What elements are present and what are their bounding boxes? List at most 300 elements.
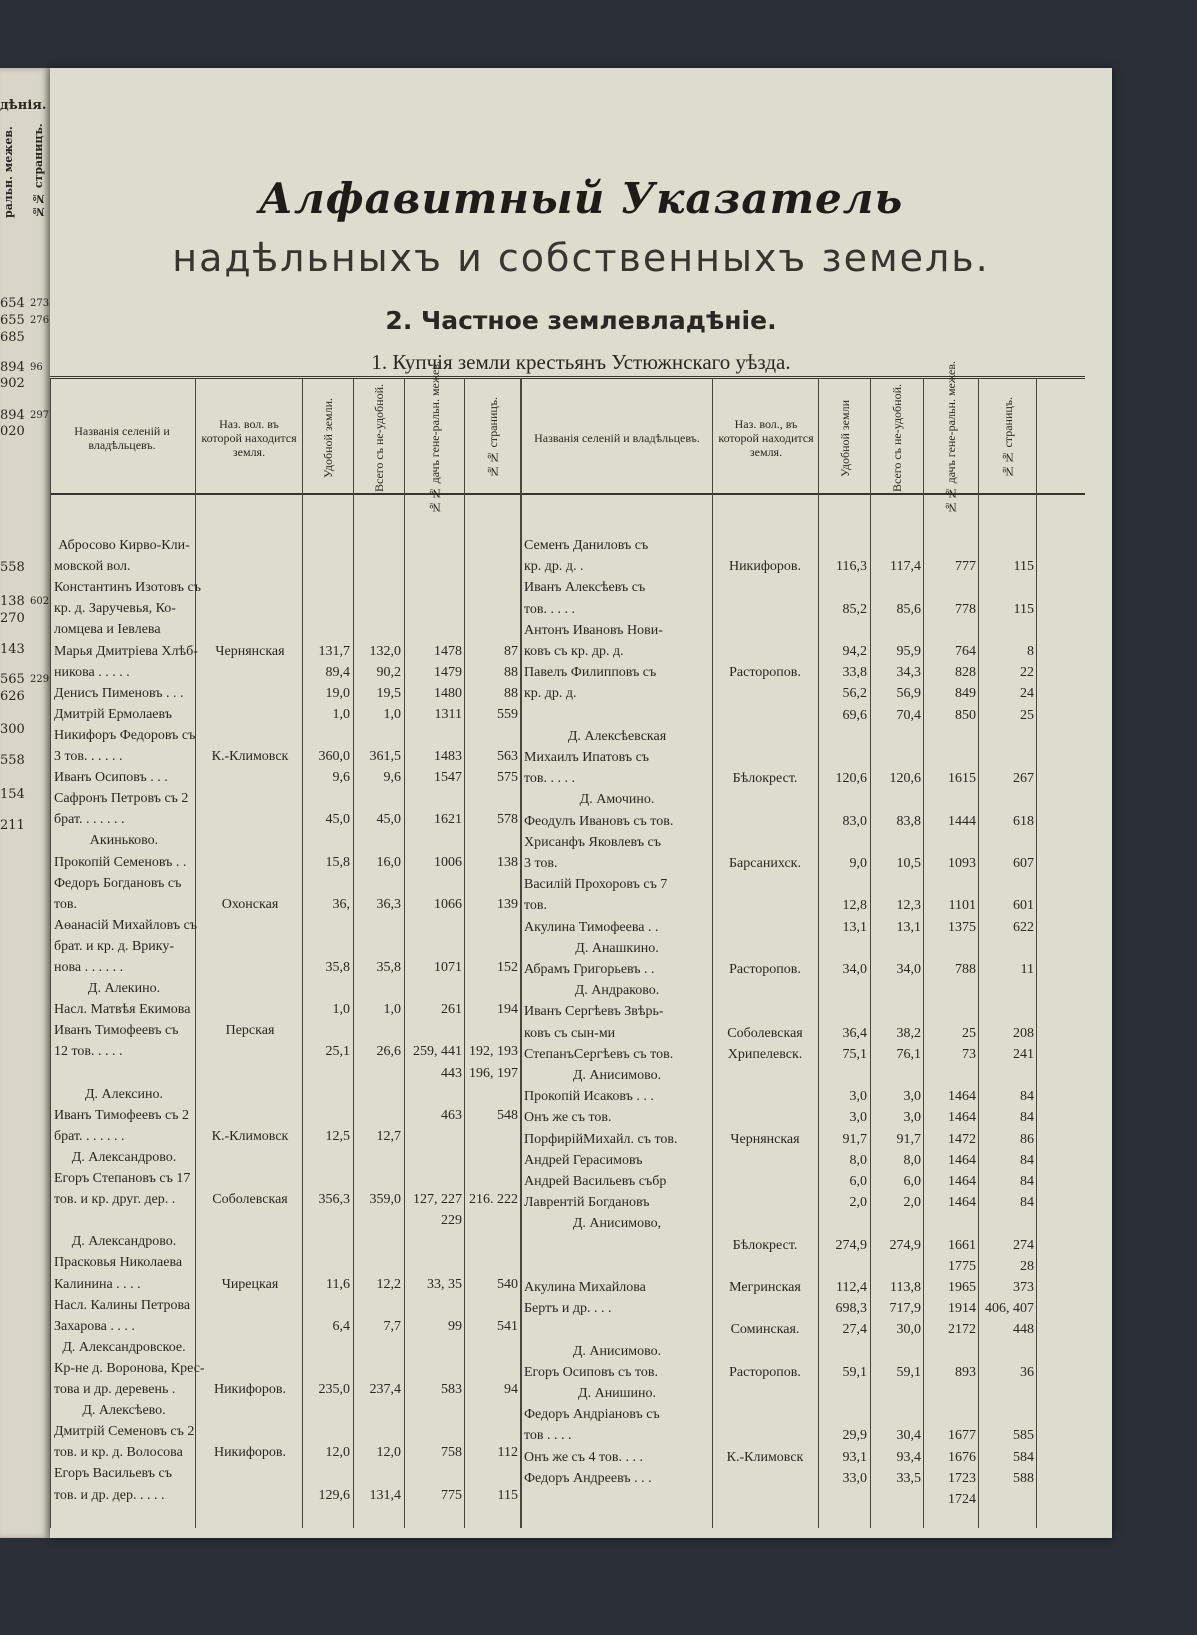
table-cell-vol: Никифоров.: [728, 559, 802, 575]
table-cell-d: 1677: [948, 1428, 976, 1444]
table-cell-s: 24: [1020, 686, 1034, 702]
table-cell-d: 1723: [948, 1470, 976, 1486]
table-cell-v: 2,0: [903, 1195, 921, 1211]
table-cell-vol: Хрипелевск.: [727, 1046, 803, 1062]
table-cell-name: Егоръ Васильевъ съ: [54, 1466, 172, 1482]
table-cell-d: 778: [955, 601, 976, 617]
table-cell-u: 85,2: [842, 601, 867, 617]
table-cell-name: кр. др. д.: [524, 686, 577, 702]
table-cell-name: Павелъ Филипповъ съ: [524, 665, 657, 681]
table-cell-name: Иванъ Тимофеевъ съ: [54, 1023, 179, 1039]
table-cell-u: 15,8: [325, 854, 350, 870]
table-cell-vol: Охонская: [221, 896, 279, 912]
table-cell-u: 2,0: [849, 1195, 867, 1211]
table-cell-name: Феодулъ Ивановъ съ тов.: [524, 813, 674, 829]
table-cell-v: 26,6: [376, 1044, 401, 1060]
table-cell-name: тов.: [524, 898, 548, 914]
col-divider: [818, 378, 819, 1528]
table-cell-s: 115: [1013, 559, 1034, 575]
table-top-rule: [50, 376, 1085, 379]
table-cell-vol: Чернянская: [730, 1131, 800, 1147]
table-cell-s: 607: [1013, 856, 1034, 871]
table-cell-v: 6,0: [903, 1174, 921, 1189]
table-cell-s: 373: [1013, 1280, 1034, 1295]
table-cell-name: Михаилъ Ипатовъ съ: [524, 750, 650, 765]
table-cell-name: Д. Александрово.: [71, 1149, 177, 1165]
table-cell-v: 3,0: [903, 1089, 921, 1105]
left-strip-number: 626: [0, 689, 25, 704]
table-cell-vol: Перская: [225, 1023, 275, 1039]
table-cell-s: 139: [497, 896, 518, 912]
table-cell-d: 2172: [948, 1322, 976, 1338]
page-subtitle: надѣльныхъ и собственныхъ земель.: [172, 236, 990, 280]
table-cell-u: 94,2: [842, 644, 867, 659]
table-cell-name: никова . . . . .: [54, 664, 130, 680]
header-dach-2: №№ дачъ гене-ральн. межев.: [944, 361, 958, 515]
table-cell-v: 120,6: [889, 771, 921, 787]
header-vsego: Всего съ не-удобной.: [372, 384, 386, 492]
table-cell-s: 196, 197: [469, 1065, 518, 1081]
table-cell-name: Кр-не д. Воронова, Крес-: [54, 1360, 205, 1376]
table-cell-v: 274,9: [889, 1237, 921, 1253]
col-divider: [923, 378, 924, 1528]
table-cell-s: 584: [1013, 1449, 1034, 1465]
table-cell-s: 585: [1013, 1428, 1034, 1444]
table-cell-s: 94: [504, 1382, 518, 1397]
table-cell-name: ковъ съ кр. др. д.: [524, 644, 624, 659]
table-cell-u: 698,3: [835, 1301, 867, 1317]
table-cell-name: СтепанъСергѣевъ съ тов.: [524, 1046, 674, 1062]
table-cell-name: Андрей Васильевъ събр: [524, 1174, 667, 1189]
document-page: [50, 68, 1112, 1538]
table-cell-d: 850: [955, 707, 976, 723]
table-cell-name: Прокопій Исаковъ . . .: [524, 1089, 654, 1105]
col-divider: [978, 378, 979, 1528]
table-cell-s: 87: [504, 643, 518, 659]
table-cell-s: 28: [1020, 1258, 1034, 1274]
table-cell-s: 25: [1020, 707, 1034, 723]
table-cell-d: 1071: [434, 960, 462, 975]
table-cell-name: Семенъ Даниловъ съ: [524, 538, 649, 553]
table-cell-d: 1914: [948, 1301, 976, 1317]
table-cell-u: 83,0: [842, 813, 867, 829]
table-cell-name: ковъ съ сын-ми: [524, 1025, 616, 1041]
table-cell-s: 88: [504, 685, 518, 701]
left-strip-number: 138: [0, 594, 25, 609]
table-cell-s: 86: [1020, 1131, 1034, 1147]
table-cell-vol: Чернянская: [215, 643, 285, 659]
table-cell-name: Д. Анисимово.: [572, 1068, 662, 1083]
table-cell-name: Абрамъ Григорьевъ . .: [524, 962, 655, 977]
table-cell-vol: Никифоров.: [213, 1445, 287, 1461]
table-cell-v: 34,3: [896, 665, 921, 681]
col-divider: [404, 378, 405, 1528]
table-cell-name: брат. . . . . . .: [54, 812, 125, 828]
table-cell-name: Андрей Герасимовъ: [524, 1152, 643, 1168]
table-cell-s: 84: [1020, 1195, 1034, 1211]
left-strip-page: 229: [30, 674, 50, 685]
table-cell-v: 90,2: [376, 664, 401, 680]
table-cell-s: 115: [497, 1487, 518, 1503]
table-cell-d: 33, 35: [427, 1276, 462, 1292]
table-cell-v: 113,8: [890, 1280, 921, 1295]
table-cell-name: Д. Александровское.: [62, 1339, 186, 1355]
table-cell-d: 99: [448, 1318, 462, 1334]
col-divider: [464, 378, 465, 1528]
table-cell-d: 788: [955, 962, 976, 977]
table-cell-v: 12,3: [896, 898, 921, 914]
table-cell-u: 6,4: [332, 1318, 350, 1334]
table-cell-name: Онъ же съ 4 тов. . . .: [524, 1449, 644, 1465]
table-cell-name: нова . . . . . .: [54, 960, 124, 975]
header-names: Названія селеній и владѣльцевъ.: [74, 424, 170, 452]
table-cell-v: 59,1: [896, 1364, 921, 1380]
left-strip-page: 96: [30, 362, 43, 373]
table-cell-name: Федоръ Андреевъ . . .: [524, 1470, 652, 1486]
table-cell-d: 229: [441, 1213, 462, 1229]
table-cell-name: Федоръ Андріановъ съ: [524, 1407, 660, 1423]
table-cell-v: 36,3: [376, 896, 401, 912]
table-cell-d: 25: [962, 1025, 976, 1041]
table-cell-v: 7,7: [383, 1318, 401, 1334]
table-cell-u: 12,0: [325, 1445, 350, 1461]
table-header-rule: [50, 493, 1085, 495]
table-cell-d: 777: [955, 559, 976, 575]
table-cell-v: 34,0: [896, 962, 921, 977]
table-cell-v: 91,7: [896, 1131, 921, 1147]
left-strip-number: 270: [0, 611, 25, 626]
table-cell-s: 152: [497, 960, 518, 975]
table-cell-d: 1480: [434, 685, 462, 701]
table-cell-name: Бертъ и др. . . .: [524, 1301, 612, 1317]
table-cell-name: Д. Алекино.: [87, 981, 161, 997]
table-cell-s: 84: [1020, 1089, 1034, 1105]
table-cell-s: 36: [1020, 1364, 1034, 1380]
table-cell-name: Д. Анисимово,: [572, 1216, 662, 1232]
table-cell-d: 1464: [948, 1174, 976, 1189]
col-divider: [1036, 378, 1037, 1528]
table-cell-u: 25,1: [325, 1044, 350, 1060]
table-cell-v: 10,5: [896, 856, 921, 871]
table-cell-vol: Соболевская: [212, 1192, 288, 1208]
table-cell-d: 1311: [434, 706, 462, 722]
table-cell-name: Иванъ Осиповъ . . .: [54, 770, 168, 786]
table-cell-u: 274,9: [835, 1237, 867, 1253]
table-cell-v: 117,4: [890, 559, 921, 575]
table-cell-d: 775: [441, 1487, 462, 1503]
table-cell-name: брат. и кр. д. Врику-: [54, 938, 175, 954]
table-cell-d: 1478: [434, 643, 462, 659]
table-cell-u: 93,1: [842, 1449, 867, 1465]
previous-page-edge: [0, 68, 52, 1538]
table-cell-s: 84: [1020, 1110, 1034, 1126]
table-cell-v: 12,7: [376, 1128, 401, 1144]
table-cell-d: 849: [955, 686, 976, 702]
table-cell-name: тов.: [54, 896, 78, 912]
table-cell-name: 3 тов. . . . . .: [54, 749, 123, 764]
table-cell-d: 1464: [948, 1152, 976, 1168]
table-cell-name: ломцева и Іевлева: [54, 622, 161, 638]
table-cell-name: Д. Анишино.: [578, 1386, 656, 1401]
table-cell-name: кр. др. д. .: [524, 559, 584, 575]
table-cell-d: 1066: [434, 896, 462, 912]
table-cell-u: 9,0: [849, 856, 867, 871]
header-str-2: №№ страницъ.: [1000, 397, 1015, 479]
table-cell-name: Д. Алексѣево.: [82, 1403, 166, 1419]
table-cell-d: 443: [441, 1065, 462, 1081]
table-cell-d: 73: [962, 1046, 976, 1062]
table-cell-d: 1661: [948, 1237, 976, 1253]
table-cell-name: Онъ же съ тов.: [524, 1110, 612, 1126]
table-cell-name: Прасковья Николаева: [54, 1255, 183, 1271]
table-cell-s: 588: [1013, 1470, 1034, 1486]
table-cell-d: 828: [955, 665, 976, 681]
table-cell-d: 1483: [434, 749, 462, 764]
table-cell-d: 1615: [948, 771, 976, 787]
table-cell-name: Иванъ Алексѣевъ съ: [524, 580, 646, 596]
table-cell-vol: Расторопов.: [729, 665, 801, 681]
col-divider: [353, 378, 354, 1528]
table-cell-name: мовской вол.: [54, 559, 131, 575]
table-cell-s: 622: [1013, 919, 1034, 935]
table-cell-u: 75,1: [842, 1046, 867, 1062]
table-cell-d: 1006: [434, 854, 462, 870]
table-cell-v: 83,8: [896, 813, 921, 829]
table-cell-s: 575: [497, 770, 518, 786]
table-cell-vol: Мегринская: [729, 1280, 801, 1295]
table-cell-name: Аѳанасій Михайловъ съ: [54, 917, 198, 933]
table-cell-name: Денисъ Пименовъ . . .: [54, 685, 184, 701]
table-cell-name: Дмитрій Ермолаевъ: [54, 706, 173, 722]
table-cell-name: тов. и кр. д. Волосова: [54, 1445, 183, 1461]
table-cell-d: 1724: [948, 1492, 976, 1507]
table-cell-v: 95,9: [896, 644, 921, 659]
table-cell-name: Егоръ Осиповъ съ тов.: [524, 1364, 658, 1380]
table-cell-v: 16,0: [376, 854, 401, 870]
table-cell-d: 463: [441, 1107, 462, 1123]
header-vsego-2: Всего съ не-удобной.: [890, 384, 904, 492]
table-cell-vol: Соминская.: [730, 1322, 800, 1338]
table-cell-name: Калинина . . . .: [54, 1276, 141, 1292]
table-cell-name: ПорфирійМихайл. съ тов.: [524, 1131, 678, 1147]
table-cell-name: Хрисанфъ Яковлевъ съ: [524, 834, 662, 850]
table-cell-name: Акулина Тимофеева . .: [524, 919, 659, 935]
header-str: №№ страницъ.: [485, 397, 500, 479]
left-strip-number: 154: [0, 787, 25, 802]
table-cell-name: Марья Дмитріева Хлѣб-: [54, 643, 198, 659]
table-cell-s: 241: [1013, 1046, 1034, 1062]
col-divider: [870, 378, 871, 1528]
table-cell-v: 76,1: [896, 1046, 921, 1062]
table-cell-name: това и др. деревень .: [54, 1382, 176, 1397]
table-cell-name: Прокопій Семеновъ . .: [54, 854, 187, 870]
table-cell-name: тов. и кр. друг. дер. .: [54, 1192, 176, 1208]
table-cell-name: Лаврентій Богдановъ: [524, 1195, 650, 1211]
left-strip-header: дѣнія.: [0, 98, 47, 113]
table-cell-d: 259, 441: [413, 1044, 462, 1060]
table-cell-v: 38,2: [896, 1025, 921, 1041]
table-cell-name: Насл. Калины Петрова: [54, 1297, 191, 1313]
table-cell-s: 541: [497, 1318, 518, 1334]
table-cell-u: 235,0: [318, 1382, 350, 1397]
header-volost: Наз. вол. въ которой находится земля.: [201, 417, 297, 459]
table-cell-vol: Никифоров.: [213, 1382, 287, 1397]
table-cell-name: Д. Анашкино.: [575, 940, 659, 956]
table-cell-v: 45,0: [376, 812, 401, 828]
table-cell-s: 88: [504, 664, 518, 680]
table-cell-d: 764: [955, 644, 976, 659]
table-cell-name: 12 тов. . . . .: [54, 1044, 123, 1060]
table-cell-name: Дмитрій Семеновъ съ 2: [54, 1424, 195, 1440]
header-dach: №№ дачъ гене-ральн. межев.: [427, 361, 442, 515]
table-cell-vol: Бѣлокрест.: [732, 771, 798, 787]
table-cell-d: 1464: [948, 1089, 976, 1105]
table-cell-name: брат. . . . . . .: [54, 1128, 125, 1144]
table-cell-v: 35,8: [376, 960, 401, 975]
section-title: 2. Частное землевладѣніе.: [385, 306, 777, 335]
table-cell-s: 406, 407: [985, 1301, 1034, 1317]
table-cell-s: 84: [1020, 1152, 1034, 1168]
table-cell-u: 3,0: [849, 1089, 867, 1105]
table-cell-u: 6,0: [849, 1174, 867, 1189]
table-cell-s: 84: [1020, 1174, 1034, 1189]
table-cell-d: 1101: [948, 898, 976, 914]
table-cell-name: Захарова . . . .: [54, 1318, 135, 1334]
table-cell-d: 583: [441, 1382, 462, 1397]
table-cell-u: 1,0: [332, 706, 350, 722]
header-udobn-2: Удобной земли: [837, 399, 852, 477]
table-cell-name: тов . . . .: [524, 1428, 572, 1444]
table-cell-u: 91,7: [842, 1131, 867, 1147]
col-divider: [50, 378, 51, 1528]
table-cell-s: 540: [497, 1276, 518, 1292]
table-cell-u: 120,6: [835, 771, 867, 787]
table-cell-s: 11: [1020, 962, 1034, 977]
table-cell-u: 8,0: [849, 1152, 867, 1168]
table-cell-name: Абросово Кирво-Кли-: [58, 538, 190, 553]
table-cell-u: 56,2: [842, 686, 867, 702]
left-strip-number: 020: [0, 424, 25, 439]
table-cell-vol: Расторопов.: [729, 1364, 801, 1380]
table-cell-u: 1,0: [332, 1002, 350, 1018]
table-cell-u: 36,4: [842, 1025, 867, 1041]
table-cell-u: 3,0: [849, 1110, 867, 1126]
table-cell-v: 12,2: [376, 1276, 401, 1292]
table-cell-u: 69,6: [842, 707, 867, 723]
table-cell-name: Д. Андраково.: [574, 983, 660, 999]
table-cell-vol: Бѣлокрест.: [732, 1237, 798, 1253]
header-volost-2: Наз. вол., въ которой находится земля.: [718, 417, 814, 459]
table-cell-name: Д. Анисимово.: [572, 1343, 662, 1359]
table-cell-name: 3 тов.: [524, 856, 558, 871]
table-cell-name: кр. д. Заручевья, Ко-: [54, 601, 176, 617]
table-cell-d: 1375: [948, 919, 976, 935]
table-cell-s: 216. 222: [469, 1192, 518, 1208]
table-cell-u: 59,1: [842, 1364, 867, 1380]
header-udobn: Удобной земли.: [321, 398, 335, 478]
left-strip-number: 654: [0, 296, 25, 311]
table-cell-u: 112,4: [836, 1280, 867, 1295]
table-cell-v: 12,0: [376, 1445, 401, 1461]
left-strip-number: 558: [0, 560, 25, 575]
table-cell-s: 267: [1013, 771, 1034, 787]
table-cell-u: 131,7: [318, 643, 350, 659]
table-cell-u: 36,: [332, 896, 350, 912]
left-strip-page: 273: [30, 298, 50, 309]
header-names-2: Названія селеній и владѣльцевъ.: [534, 431, 700, 445]
subsection-title: 1. Купчія земли крестьянъ Устюжнскаго уѣзда.: [371, 350, 791, 374]
table-cell-v: 30,0: [896, 1322, 921, 1338]
table-cell-vol: Расторопов.: [729, 962, 801, 977]
table-cell-name: Акиньково.: [89, 833, 159, 849]
page-title: Алфавитный Указатель: [258, 174, 904, 223]
table-cell-vol: К.-Климовск: [211, 1128, 289, 1144]
table-cell-d: 1464: [948, 1195, 976, 1211]
table-cell-name: Насл. Матвѣя Екимова: [54, 1002, 191, 1018]
table-cell-s: 618: [1013, 813, 1034, 829]
table-cell-vol: Чирецкая: [221, 1276, 279, 1292]
left-strip-number: 143: [0, 642, 25, 657]
table-cell-u: 12,8: [842, 898, 867, 914]
left-strip-number: 300: [0, 722, 25, 737]
table-cell-s: 274: [1013, 1237, 1034, 1253]
table-cell-v: 70,4: [896, 707, 921, 723]
col-divider: [302, 378, 303, 1528]
table-cell-u: 29,9: [842, 1428, 867, 1444]
table-cell-s: 22: [1020, 665, 1034, 681]
table-cell-v: 717,9: [889, 1301, 921, 1317]
table-cell-d: 1472: [948, 1131, 976, 1147]
table-cell-d: 1093: [948, 856, 976, 871]
table-cell-v: 1,0: [383, 706, 401, 722]
table-cell-d: 1621: [434, 812, 462, 828]
table-cell-s: 448: [1013, 1322, 1034, 1338]
table-cell-v: 85,6: [896, 601, 921, 617]
table-cell-s: 601: [1013, 898, 1034, 914]
table-cell-u: 9,6: [332, 770, 350, 786]
left-strip-page: 297: [30, 410, 50, 421]
table-cell-u: 33,0: [842, 1470, 867, 1486]
table-cell-d: 1676: [948, 1449, 976, 1465]
table-cell-u: 116,3: [836, 559, 867, 575]
table-cell-name: Иванъ Тимофеевъ съ 2: [54, 1107, 189, 1123]
table-cell-d: 1965: [948, 1280, 976, 1295]
left-strip-number: 565: [0, 672, 25, 687]
table-cell-vol: К.-Климовск: [726, 1449, 804, 1465]
table-cell-name: Сафронъ Петровъ съ 2: [54, 791, 189, 807]
table-cell-u: 45,0: [325, 812, 350, 828]
table-cell-d: 1464: [948, 1110, 976, 1126]
table-cell-v: 13,1: [896, 919, 921, 935]
table-cell-u: 12,5: [325, 1128, 350, 1144]
col-divider: [712, 378, 713, 1528]
table-cell-u: 27,4: [842, 1322, 867, 1338]
table-cell-s: 578: [497, 812, 518, 828]
left-strip-number: 211: [0, 818, 25, 833]
left-strip-number: 655: [0, 313, 25, 328]
table-cell-s: 112: [497, 1445, 518, 1461]
table-cell-s: 548: [497, 1107, 518, 1123]
col-divider-center: [520, 378, 522, 1528]
table-cell-v: 9,6: [383, 770, 401, 786]
left-strip-number: 902: [0, 376, 25, 391]
table-cell-name: Акулина Михайлова: [524, 1280, 646, 1295]
table-cell-name: тов. и др. дер. . . . .: [54, 1487, 165, 1503]
table-cell-v: 33,5: [896, 1470, 921, 1486]
table-cell-name: тов. . . . .: [524, 601, 576, 617]
table-cell-name: Д. Алексѣевская: [567, 728, 667, 744]
left-strip-col2: №№ страницъ.: [32, 123, 45, 218]
